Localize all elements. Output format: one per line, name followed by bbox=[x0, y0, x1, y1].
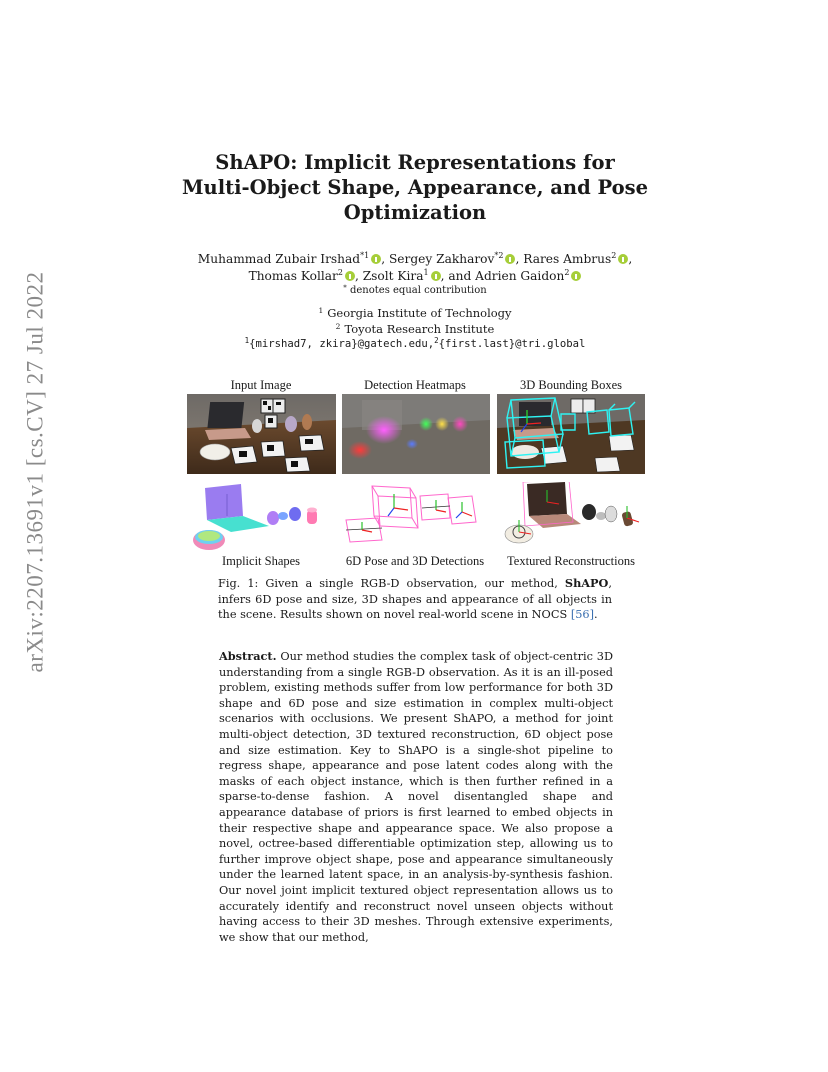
arxiv-id: arXiv:2207.13691v1 [cs.CV] 27 Jul 2022 bbox=[23, 271, 48, 673]
figure-label-detection-heatmaps: Detection Heatmaps bbox=[364, 378, 466, 392]
author-sup: *2 bbox=[494, 251, 504, 260]
pose-detections-panel bbox=[342, 482, 490, 554]
author-sup: 2 bbox=[611, 251, 617, 260]
detection-heatmaps-panel bbox=[342, 394, 490, 474]
orcid-icon[interactable] bbox=[505, 254, 515, 264]
author-conjunction: and bbox=[448, 269, 472, 283]
author-sup: 2 bbox=[564, 268, 570, 277]
abstract bbox=[219, 649, 613, 945]
affiliation-sup: 2 bbox=[335, 321, 341, 331]
caption-prefix: Fig. 1: Given a single RGB-D observation, our method, bbox=[218, 577, 558, 590]
bounding-boxes-panel bbox=[497, 394, 645, 474]
orcid-icon[interactable] bbox=[431, 271, 441, 281]
author-name: Zsolt Kira bbox=[362, 269, 424, 283]
affiliation-name: Toyota Research Institute bbox=[344, 321, 495, 336]
author-name: Rares Ambrus bbox=[523, 252, 612, 266]
caption-citation-link[interactable]: [56] bbox=[570, 608, 595, 621]
textured-recon-panel bbox=[497, 482, 645, 554]
author-sup: 2 bbox=[337, 268, 343, 277]
affiliation-sup: 1 bbox=[318, 306, 324, 315]
author-name: Thomas Kollar bbox=[248, 269, 338, 283]
abstract-text: Our method studies the complex task of object-centric 3D understanding from a single RGB-D observation. As it is an ill-posed problem, existing methods suffer from low performance for both 3D shape and 6D pose and size estimation in complex multi-object scenarios with occlusions. We present ShAPO, a method for joint multi-object detection, 3D textured reconstruction, 6D object pose and size estimation. Key to ShAPO is a single-shot pipeline to regress shape, appearance and pose latent codes along with the masks of each object instance, which is then further refined in a sparse-to-dense fashion. A novel disentangled shape and appearance database of priors is first learned to embed objects in their respective shape and appearance space. We also propose a novel, octree-based differentiable optimization step, allowing us to further improve object shape, pose and appearance simultaneously under the learned latent space, in an analysis-by-synthesis fashion. Our novel joint implicit textured object representation allows us to accurately identify and reconstruct novel unseen objects without having access to their 3D meshes. Through extensive experiments, we show that our method, bbox=[219, 650, 613, 944]
arxiv-sidebar bbox=[14, 271, 58, 673]
figure-label-bounding-boxes: 3D Bounding Boxes bbox=[519, 378, 623, 392]
author-name: Muhammad Zubair Irshad bbox=[197, 252, 361, 266]
figure-caption bbox=[218, 576, 612, 623]
title-line-2: Multi-Object Shape, Appearance, and Pose bbox=[181, 176, 649, 199]
email-tri[interactable]: {first.last}@tri.global bbox=[438, 338, 586, 350]
orcid-icon[interactable] bbox=[345, 271, 355, 281]
affiliation-name: Georgia Institute of Technology bbox=[327, 306, 512, 320]
caption-end: . bbox=[594, 608, 598, 621]
author-name: Adrien Gaidon bbox=[475, 269, 565, 283]
figure-label-implicit-shapes: Implicit Shapes bbox=[221, 554, 301, 568]
email-sup: 1 bbox=[244, 336, 250, 345]
affiliations bbox=[120, 306, 710, 353]
implicit-shapes-panel bbox=[187, 482, 336, 554]
orcid-icon[interactable] bbox=[618, 254, 628, 264]
abstract-heading: Abstract. bbox=[219, 649, 277, 663]
equal-note-text: denotes equal contribution bbox=[349, 285, 487, 296]
equal-contribution-note bbox=[120, 285, 710, 297]
email-gatech[interactable]: {mirshad7, zkira}@gatech.edu, bbox=[249, 338, 435, 350]
figure-label-6d-pose: 6D Pose and 3D Detections bbox=[345, 554, 485, 568]
title-line-1: ShAPO: Implicit Representations for bbox=[215, 151, 615, 174]
email-line bbox=[120, 337, 710, 353]
author-sup: 1 bbox=[423, 268, 429, 277]
figure-label-input-image: Input Image bbox=[230, 378, 292, 392]
equal-symbol: * bbox=[343, 284, 347, 292]
affiliation-1 bbox=[120, 306, 710, 322]
input-image-panel bbox=[187, 394, 336, 474]
orcid-icon[interactable] bbox=[571, 271, 581, 281]
author-block: Muhammad Zubair Irshad$^{*1}$ , Sergey Zakharov$^{*2}$ , Rares Ambrus$^2$ , Thomas Kollar$^2$ , Zsolt Kira$^1$ , and Adrien Gaidon$^2$ * denotes equal contribution bbox=[120, 251, 710, 297]
email-sup: 2 bbox=[434, 336, 439, 345]
author-name: Sergey Zakharov bbox=[388, 252, 495, 266]
title-line-3: Optimization bbox=[343, 201, 487, 224]
orcid-icon[interactable] bbox=[371, 254, 381, 264]
caption-body: , infers 6D pose and size, 3D shapes and appearance of all objects in the scene. Results shown on novel real-world scene in NOCS bbox=[218, 577, 612, 621]
author-sup: *1 bbox=[360, 251, 370, 260]
affiliation-2 bbox=[120, 322, 710, 338]
paper-title bbox=[150, 150, 680, 225]
caption-method-name: ShAPO bbox=[564, 576, 609, 590]
figure-label-textured-recon: Textured Reconstructions bbox=[507, 554, 635, 568]
